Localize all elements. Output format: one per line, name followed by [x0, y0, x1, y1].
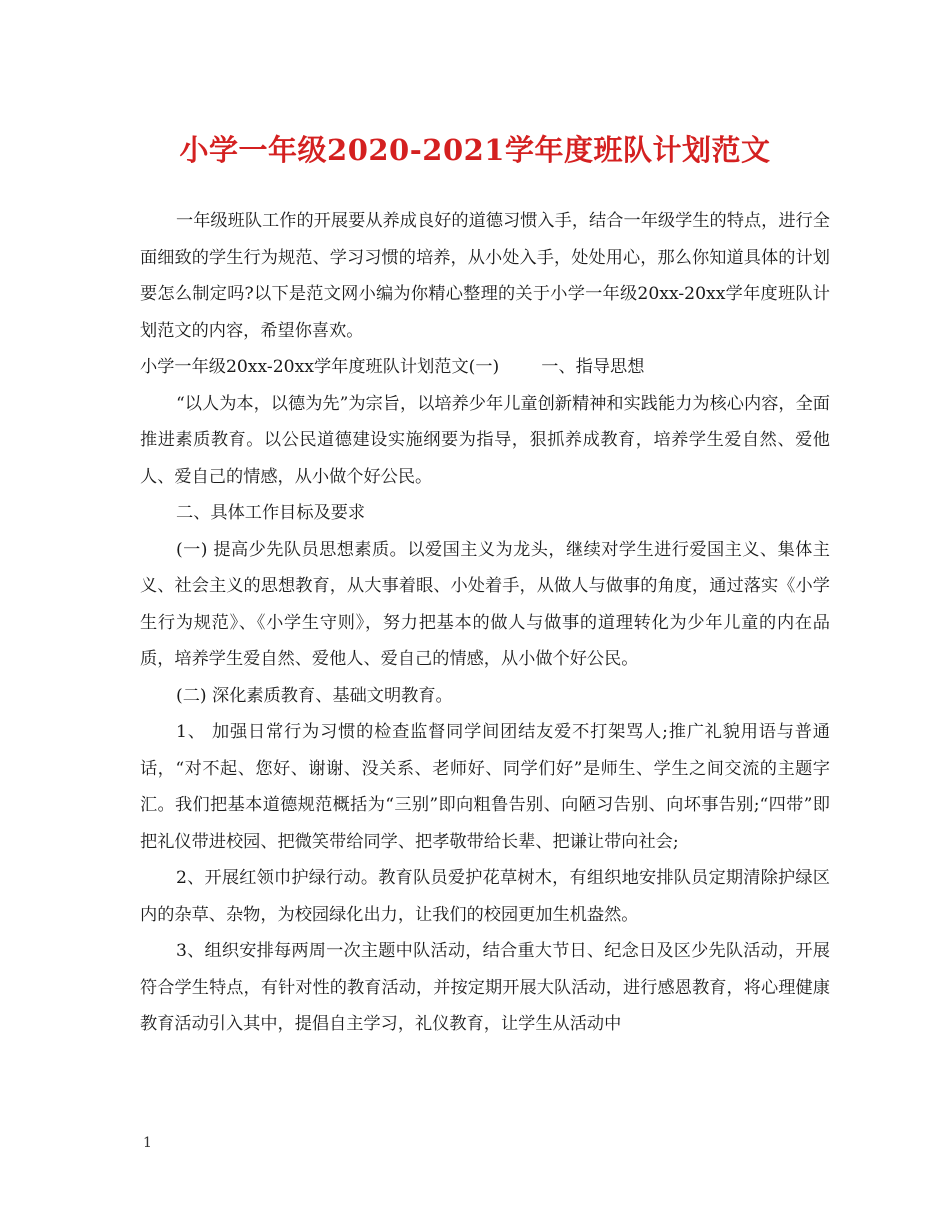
goal-two-heading: (二) 深化素质教育、基础文明教育。 — [176, 685, 453, 706]
section-heading-subtitle: 一、指导思想 — [541, 357, 645, 377]
item-one-paragraph: 1、 加强日常行为习惯的检查监督同学间团结友爱不打架骂人;推广礼貌用语与普通话，“对不起、您好、谢谢、没关系、老师好、同学们好”是师生、学生之间交流的主题字汇。我们把基本道德规范概括为“三别”即向粗鲁告别、向陋习告别、向坏事告别;“四带”即把礼仪带进校园、把微笑带给同学、把孝敬带给长辈、把谦让带向社会; — [140, 722, 830, 852]
goals-heading: 二、具体工作目标及要求 — [176, 503, 366, 523]
item-two-paragraph: 2、开展红领巾护绿行动。教育队员爱护花草树木，有组织地安排队员定期清除护绿区内的杂草、杂物，为校园绿化出力，让我们的校园更加生机盎然。 — [140, 868, 830, 925]
document-body — [140, 203, 830, 1043]
item-three-paragraph: 3、组织安排每两周一次主题中队活动，结合重大节日、纪念日及区少先队活动，开展符合学生特点，有针对性的教育活动，并按定期开展大队活动，进行感恩教育，将心理健康教育活动引入其中，提倡自主学习，礼仪教育，让学生从活动中 — [140, 941, 830, 1034]
section-heading-title: 小学一年级20xx-20xx学年度班队计划范文(一) — [140, 357, 500, 377]
intro-paragraph: 一年级班队工作的开展要从养成良好的道德习惯入手，结合一年级学生的特点，进行全面细致的学生行为规范、学习习惯的培养，从小处入手，处处用心，那么你知道具体的计划要怎么制定吗?以下是范文网小编为你精心整理的关于小学一年级20xx-20xx学年度班队计划范文的内容，希望你喜欢。 — [140, 211, 830, 341]
section-heading — [140, 349, 830, 386]
goal-one-paragraph: (一) 提高少先队员思想素质。以爱国主义为龙头，继续对学生进行爱国主义、集体主义、社会主义的思想教育，从大事着眼、小处着手，从做人与做事的角度，通过落实《小学生行为规范》、《小学生守则》，努力把基本的做人与做事的道理转化为少年儿童的内在品质，培养学生爱自然、爱他人、爱自己的情感，从小做个好公民。 — [140, 539, 830, 669]
page-number: 1 — [143, 1135, 152, 1151]
document-title: 小学一年级2020-2021学年度班队计划范文 — [179, 133, 771, 167]
guiding-principle-paragraph: “以人为本，以德为先”为宗旨，以培养少年儿童创新精神和实践能力为核心内容，全面推进素质教育。以公民道德建设实施纲要为指导，狠抓养成教育，培养学生爱自然、爱他人、爱自己的情感，从小做个好公民。 — [140, 393, 830, 487]
